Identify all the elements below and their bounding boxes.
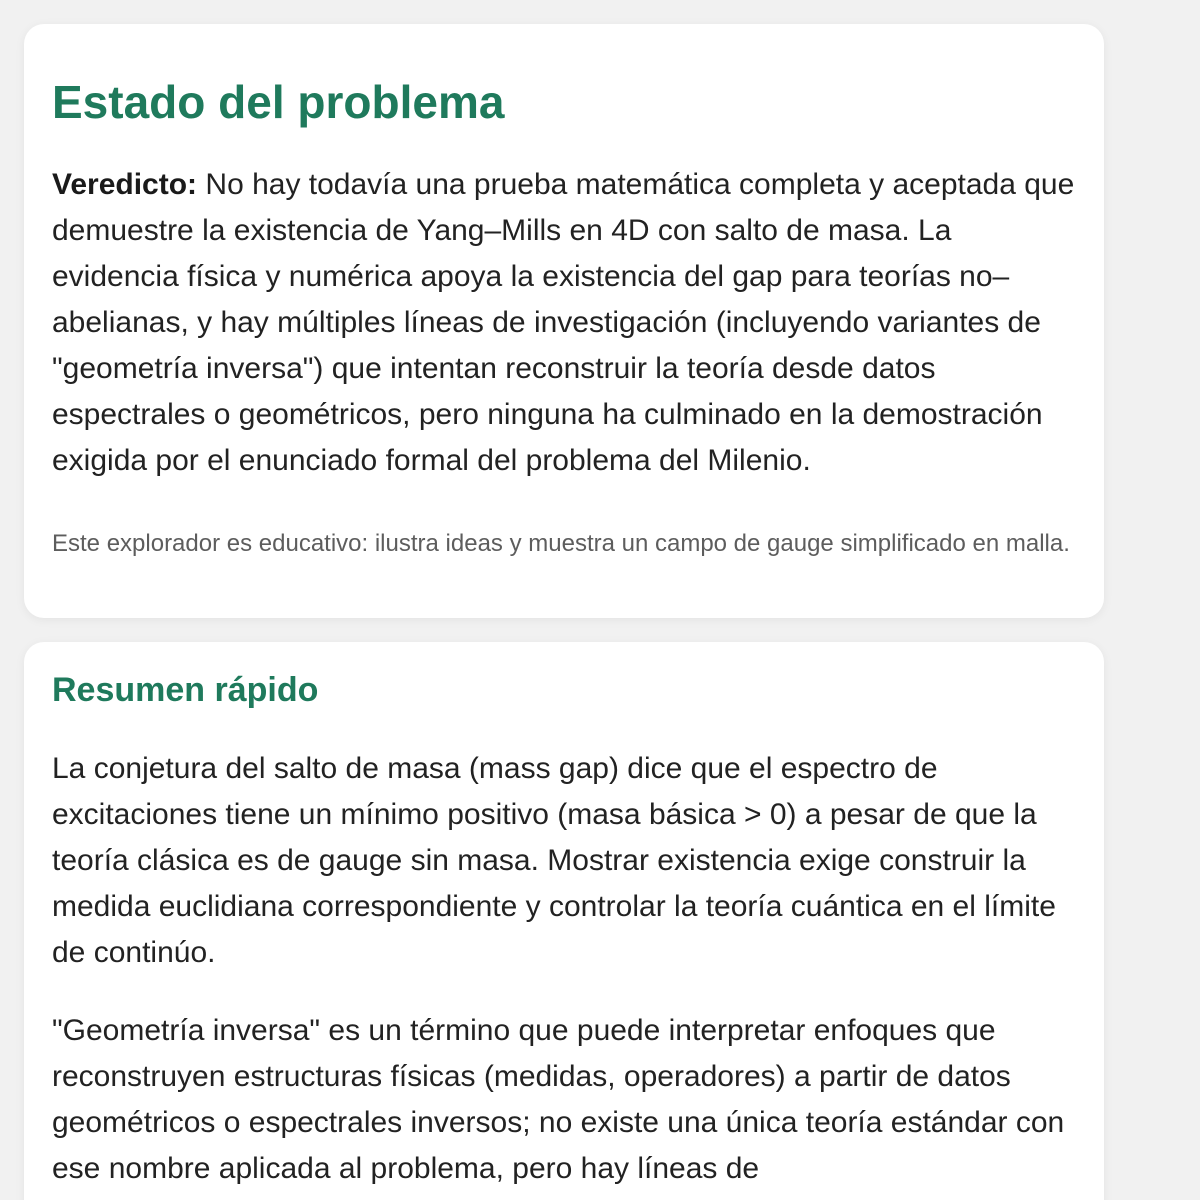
summary-card bbox=[24, 642, 1104, 1200]
summary-paragraph-2: "Geometría inversa" es un término que puede interpretar enfoques que reconstruyen estructuras físicas (medidas, operadores) a partir de datos geométricos o espectrales inversos; no existe una única teoría estándar con ese nombre aplicada al problema, pero hay líneas de bbox=[52, 1014, 1065, 1185]
verdict-label: Veredicto: bbox=[52, 168, 198, 201]
verdict-text: No hay todavía una prueba matemática completa y aceptada que demuestre la existencia de Yang–Mills en 4D con salto de masa. La evidencia física y numérica apoya la existencia del gap para teorías no–abelianas, y hay múltiples líneas de investigación (incluyendo variantes de "geometría inversa") que intentan reconstruir la teoría desde datos espectrales o geométricos, pero ninguna ha culminado en la demostración exigida por el enunciado formal del problema del Milenio. bbox=[52, 168, 1075, 477]
summary-title: Resumen rápido bbox=[52, 671, 319, 709]
status-title: Estado del problema bbox=[52, 76, 505, 128]
summary-paragraph-1: La conjetura del salto de masa (mass gap) dice que el espectro de excitaciones tiene un mínimo positivo (masa básica > 0) a pesar de que la teoría clásica es de gauge sin masa. Mostrar existencia exige construir la medida euclidiana correspondiente y controlar la teoría cuántica en el límite de continúo. bbox=[52, 752, 1056, 969]
verdict-paragraph bbox=[52, 162, 1082, 484]
status-card bbox=[24, 24, 1104, 618]
educational-note: Este explorador es educativo: ilustra ideas y muestra un campo de gauge simplificado en malla. bbox=[52, 530, 1070, 557]
